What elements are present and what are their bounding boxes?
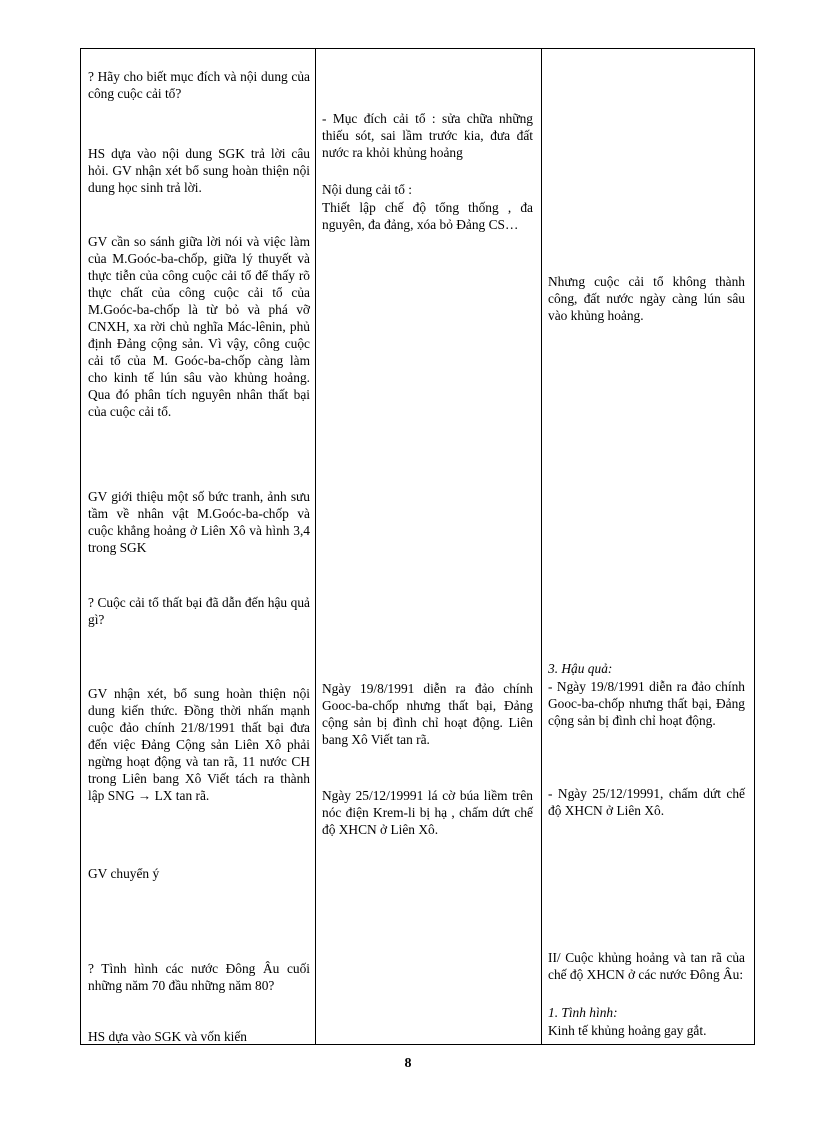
- teacher-activity-answer: HS dựa vào nội dung SGK trả lời câu hỏi. GV nhận xét bổ sung hoàn thiện nội dung học sinh trả lời.: [88, 146, 310, 195]
- flag-lowered-event: Ngày 25/12/19991 lá cờ búa liềm trên nóc điện Krem-li bị hạ , chấm dứt chế độ XHCN ở Liên Xô.: [322, 788, 533, 837]
- column-divider-2: [541, 48, 542, 1045]
- teacher-activity-pictures: GV giới thiệu một số bức tranh, ảnh sưu tầm về nhân vật M.Goóc-ba-chốp và cuộc khẳng hoảng ở Liên Xô và hình 3,4 trong SGK: [88, 489, 310, 555]
- coup-event: Ngày 19/8/1991 diễn ra đảo chính Gooc-ba-chốp nhưng thất bại, Đảng cộng sản bị đình chỉ hoạt động. Liên bang Xô Viết tan rã.: [322, 681, 533, 747]
- situation-economy: Kinh tế khủng hoảng gay gắt.: [548, 1023, 707, 1038]
- reform-purpose: - Mục đích cải tổ : sửa chữa những thiếu sót, sai lầm trước kia, đưa đất nước ra khỏi khủng hoảng: [322, 111, 533, 160]
- section-situation-heading: 1. Tình hình:: [548, 1005, 618, 1020]
- teacher-activity-summary: GV nhận xét, bổ sung hoàn thiện nội dung kiến thức. Đồng thời nhấn mạnh cuộc đảo chính 21/8/1991 thất bại đưa đến việc Đảng Cộng sản Liên Xô phải ngừng hoạt động và tan rã, 11 nước CH trong Liên bang Xô Viết tách ra thành lập SNG → LX tan rã.: [88, 686, 310, 803]
- student-activity-partial: HS dựa vào SGK và vốn kiến: [88, 1029, 248, 1044]
- teacher-question-purpose: ? Hãy cho biết mục đích và nội dung của công cuộc cải tổ?: [88, 69, 310, 101]
- reform-content-label: Nội dung cải tổ :: [322, 182, 413, 197]
- teacher-question-eastern-europe: ? Tình hình các nước Đông Âu cuối những năm 70 đầu những năm 80?: [88, 961, 310, 993]
- consequence-coup: - Ngày 19/8/1991 diễn ra đảo chính Gooc-ba-chốp nhưng thất bại, Đảng cộng sản bị đình chỉ hoạt động.: [548, 679, 745, 728]
- column-divider-1: [315, 48, 316, 1045]
- teacher-transition: GV chuyển ý: [88, 866, 160, 881]
- reform-content: Thiết lập chế độ tổng thống , đa nguyên, đa đảng, xóa bỏ Đảng CS…: [322, 200, 533, 232]
- section-eastern-europe-heading: II/ Cuộc khủng hoảng và tan rã của chế độ XHCN ở các nước Đông Âu:: [548, 950, 745, 982]
- page-number: 8: [404, 1056, 412, 1071]
- teacher-question-consequence: ? Cuộc cải tổ thất bại đã dẫn đến hậu quả gì?: [88, 595, 310, 627]
- section-consequence-heading: 3. Hậu quả:: [548, 661, 613, 676]
- teacher-activity-compare: GV cần so sánh giữa lời nói và việc làm của M.Goóc-ba-chốp, giữa lý thuyết và thực tiễn của công cuộc cải tổ để thấy rõ thực chất của công cuộc cải tổ của M.Goóc-ba-chốp là từ bỏ và phá vỡ CNXH, xa rời chủ nghĩa Mác-lênin, phủ định Đảng cộng sản. Vì vậy, công cuộc cải tổ của M. Goóc-ba-chốp càng làm cho kinh tế lún sâu vào khủng hoảng. Qua đó phân tích nguyên nhân thất bại của cuộc cải tổ.: [88, 234, 310, 419]
- reform-result: Nhưng cuộc cải tổ không thành công, đất nước ngày càng lún sâu vào khủng hoảng.: [548, 274, 745, 323]
- consequence-end-socialism: - Ngày 25/12/19991, chấm dứt chế độ XHCN ở Liên Xô.: [548, 786, 745, 818]
